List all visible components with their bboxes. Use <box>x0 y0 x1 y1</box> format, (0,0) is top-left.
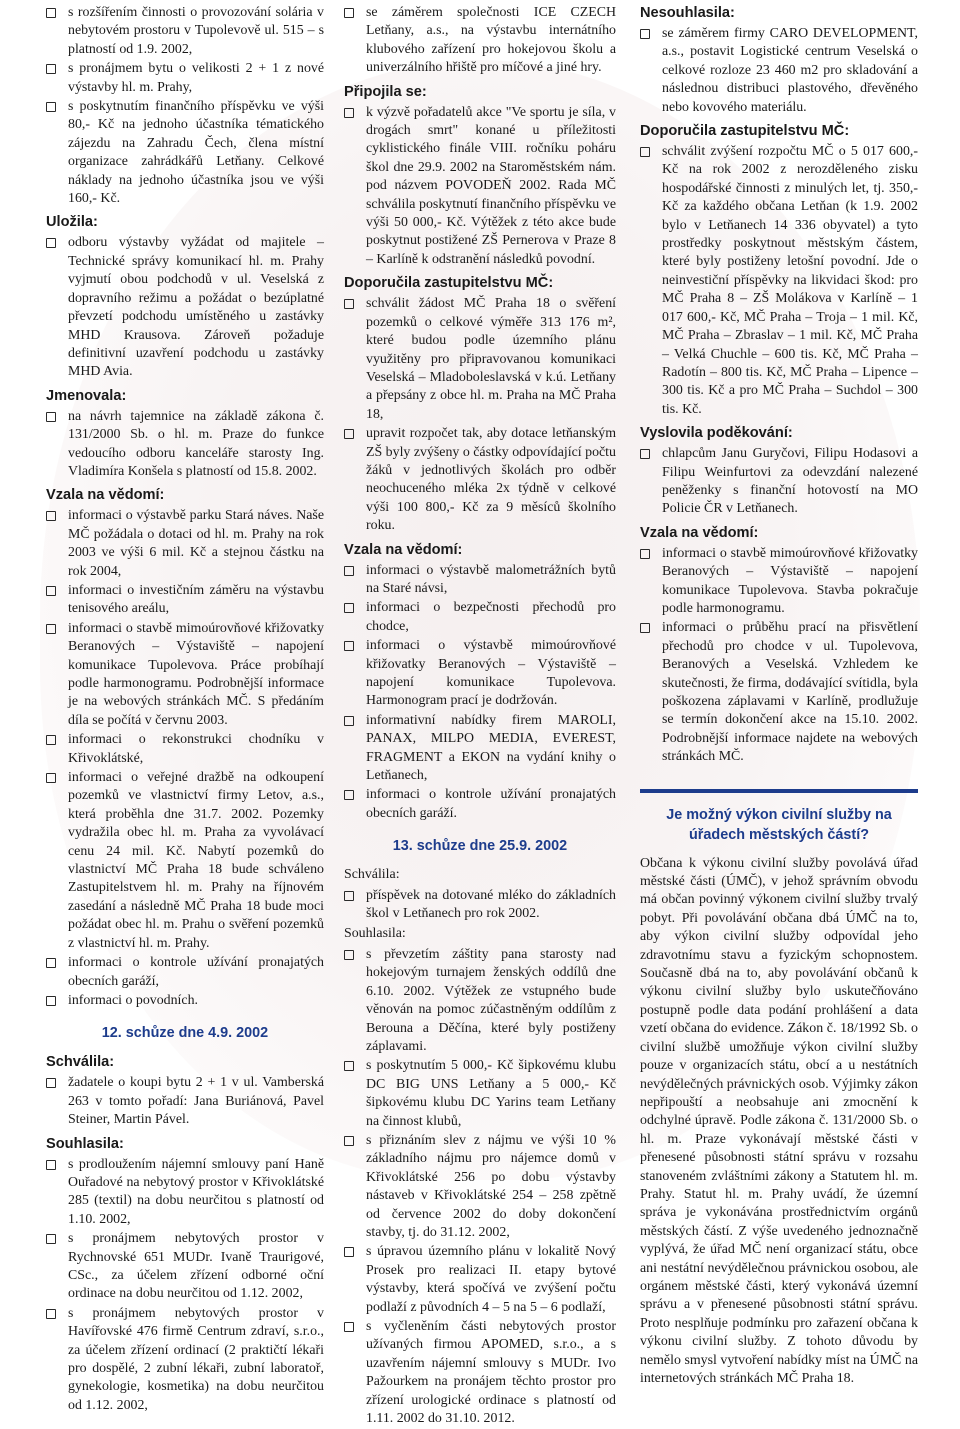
list-item: s převzetím záštity pana starosty nad hokejovým turnajem ženských oddílů dne 6.10. 2002. Výtěžek ze vstupného bude věnován na pomoc zúčastněným oddílům z Berouna a Děčína, které byly postiženy záplavami. <box>344 946 616 1056</box>
list-item: žadatele o koupi bytu 2 + 1 v ul. Vamberská 263 v tomto pořadí: Jana Buriánová, Pavel Steiner, Martin Pável. <box>46 1074 324 1129</box>
list-item: informaci o povodních. <box>46 992 324 1010</box>
list-item: na návrh tajemnice na základě zákona č. 131/2000 Sb. o hl. m. Praze do funkce vedoucího odboru kanceláře starosty Ing. Vladimíra Konšela s platností od 15.8. 2002. <box>46 408 324 482</box>
section-heading: Doporučila zastupitelstvu MČ: <box>344 275 554 292</box>
list-item: informaci o výstavbě mimoúrovňové křižovatky Beranových – Výstaviště – napojení komunikace Tupolevova. Harmonogram prací je dodržován. <box>344 637 616 711</box>
column-2 <box>344 4 616 1429</box>
article-title: Je možný výkon civilní služby na úřadech městských částí? <box>666 806 892 843</box>
section-heading: Vzala na vědomí: <box>46 487 165 504</box>
section-heading: Připojila se: <box>344 83 427 100</box>
list-item: informaci o investičním záměru na výstavbu tenisového areálu, <box>46 582 324 619</box>
section-heading: Schválila: <box>344 867 400 883</box>
meeting-title: 13. schůze dne 25.9. 2002 <box>392 838 568 855</box>
list-item: upravit rozpočet tak, aby dotace letňanským ZŠ byly zvýšeny o částky odpovídající počtu žáků v jednotlivých školách pro odběr neochuceného mléka 2x týdně v celkové výši 100 800,- Kč za 9 měsíců školního roku. <box>344 425 616 535</box>
list-item: schválit zvýšení rozpočtu MČ o 5 017 600,- Kč na rok 2002 z nerozděleného zisku hospodářské činnosti z minulých let, tj. 350,- Kč za každého občana Letňan (k 1.9. 2002 bylo v Letňanech 14 336 obyvatel) a tyto prostředky poskytnout městským částem, které byly postiženy letošní povodní. Jde o neinvestiční příspěvky na likvidaci škod: pro MČ Praha 8 – ZŠ Molákova v Karlíně – 1 017 600,- Kč, MČ Praha – Troja – 1 mil. Kč, MČ Praha – Zbraslav – 1 mil. Kč, MČ Praha – Velká Chuchle – 600 tis. Kč, MČ Praha – Radotín – 800 tis. Kč, MČ Praha – Lipence – 300 tis. Kč a pro MČ Praha – Suchdol – 300 tis. Kč. <box>640 143 918 419</box>
list-item: s pronájmem bytu o velikosti 2 + 1 z nové výstavby hl. m. Prahy, <box>46 60 324 97</box>
article-body: Občana k výkonu civilní služby povolává úřad městské části (ÚMČ), v jehož správním obvodu má občan povinný výkonem civilní služby trvalý pobyt. Při povolávání občana dbá ÚMČ na to, aby výkon civilní služby odpovídal jeho zdravotnímu stavu a fyzickým schopnostem. Současně dbá na to, aby povolávání občanů k výkonu civilní služby bylo uskutečňováno postupně podle data podání prohlášení a data vzetí občana do evidence. Zákon č. 18/1992 Sb. o civilní službě umožňuje výkon civilní služby pouze v organizacích státu, obcí a u nestátních nevýdělečných právnických osob. Výjimky zákon nepřipouští a neobsahuje ani zmocnění k odchylné úpravě. Podle zákona č. 131/2000 Sb. o hl. m. Praze vykonávají městské části v přenesené působnosti státní správu v rozsahu stanoveném zvláštními zákony a Statutem hl. m. Prahy. Statut hl. m. Prahy uvádí, že územní správa je vykonávána prostřednictvím orgánů městských částí. Z výše uvedeného jednoznačně vyplývá, že úřad MČ není organizací státu, obce ani nestátní nevýdělečnou právnickou osobou, ale orgánem městské části, který vykonává územní správu a v přenesené působnosti státní správu. Proto nesplňuje podmínku pro zařazení občana k výkonu civilní služby. Z tohoto důvodu by nemělo smysl vytvoření nabídky míst na ÚMČ na internetových stránkách MČ Praha 18. <box>640 855 918 1386</box>
list-item: příspěvek na dotované mléko do základních škol v Letňanech pro rok 2002. <box>344 887 616 924</box>
list-item: informaci o rekonstrukci chodníku v Křivoklátské, <box>46 731 324 768</box>
section-heading: Nesouhlasila: <box>640 5 735 21</box>
section-heading: Vzala na vědomí: <box>344 541 463 558</box>
section-heading: Souhlasila: <box>46 1135 124 1152</box>
column-1 <box>46 4 324 1416</box>
list-item: s pronájmem nebytových prostor v Havířovské 476 firmě Centrum zdraví, s.r.o., za účelem zřízení ordinací (2 praktičtí lékaři pro dospělé, 2 zubní lékaři, zubní laboratoř, gynekologie, kosmetika) na dobu neurčitou od 1.12. 2002, <box>46 1305 324 1415</box>
list-item: k výzvě pořadatelů akce "Ve sportu je síla, v drogách smrt" konané u příležitosti cyklistického finále VIII. ročníku poháru škol dne 29.9. 2002 na Staroměstském nám. pod názvem POVODEŇ 2002. Rada MČ schválila poskytnutí finančního příspěvku ve výši 50 000,- Kč. Výtěžek z této akce bude poskytnut postižené ZŠ Pernerova v Praze 8 – Karlíně k odstranění následků povodní. <box>344 104 616 270</box>
list-item: s vyčleněním části nebytových prostor užívaných firmou APOMED, s.r.o., a s uzavřením nájemní smlouvy s MUDr. Ivo Pažourkem na pronájem těchto prostor pro zřízení urologické ordinace s platností od 1.11. 2002 do 31.10. 2012. <box>344 1318 616 1428</box>
meeting-title: 12. schůze dne 4.9. 2002 <box>101 1025 269 1042</box>
list-item: informaci o průběhu prací na přisvětlení přechodů pro chodce v ul. Tupolevova, Beranových a Veselská. Vzhledem ke skutečnosti, že firma, dodávající svítidla, byla poškozena záplavami v Karlíně, prodlužuje se termín dokončení akce na 15.10. 2002. Podrobnější informace najdete na webových stránkách MČ. <box>640 619 918 766</box>
divider-bar <box>640 789 918 793</box>
list-item: schválit žádost MČ Praha 18 o svěření pozemků o celkové výměře 313 176 m², které budou podle územního plánu využitěny pro připravovanou komunikaci Veselská – Mladoboleslavská v k.ú. Letňany a přepsány z obce hl. m. Praha na MČ Praha 18, <box>344 295 616 424</box>
list-item: informaci o výstavbě parku Stará náves. Naše MČ požádala o dotaci od hl. m. Prahy na rok 2003 ve výši 6 mil. Kč a stejnou částku na rok 2004, <box>46 507 324 581</box>
list-item: informaci o kontrole užívání pronajatých obecních garáží, <box>46 954 324 991</box>
list-item: s rozšířením činnosti o provozování solária v nebytovém prostoru v Tupolevově ul. 515 – s platností od 1.9. 2002, <box>46 4 324 59</box>
list-item: informaci o kontrole užívání pronajatých obecních garáží. <box>344 786 616 823</box>
list-item: s pronájmem nebytových prostor v Rychnovské 651 MUDr. Ivaně Traurigové, CSc., za účelem zřízení odborné oční ordinace na dobu neurčitou od 1.12. 2002, <box>46 1230 324 1304</box>
section-heading: Schválila: <box>46 1054 115 1071</box>
list-item: informaci o stavbě mimoúrovňové křižovatky Beranových – Výstaviště – napojení komunikace Tupolevova. Práce probíhají podle harmonogramu. Podrobnější informace je na webových stránkách MČ. S předáním díla se počítá v červnu 2003. <box>46 620 324 730</box>
list-item: se záměrem firmy CARO DEVELOPMENT, a.s., postavit Logistické centrum Veselská o celkové rozloze 23 460 m2 pro skladování a následnou distribuci plastového, dřevěného nebo kovového materiálu. <box>640 25 918 117</box>
section-heading: Uložila: <box>46 214 98 231</box>
section-heading: Vzala na vědomí: <box>640 524 759 541</box>
section-heading: Jmenovala: <box>46 387 127 404</box>
list-item: informaci o stavbě mimoúrovňové křižovatky Beranových – Výstaviště – napojení komunikace Tupolevova. Stavba pokračuje podle harmonogramu. <box>640 545 918 619</box>
section-heading: Doporučila zastupitelstvu MČ: <box>640 123 850 140</box>
list-item: se záměrem společnosti ICE CZECH Letňany, a.s., na výstavbu internátního klubového zařízení pro hokejovou školu a univerzálního hřiště pro míčové a jiné hry. <box>344 4 616 78</box>
list-item: s úpravou územního plánu v lokalitě Nový Prosek pro realizaci II. etapy bytové výstavby, která spočívá ve zvýšení počtu podlaží z původních 4 – 5 na 5 – 6 podlaží, <box>344 1243 616 1317</box>
list-item: informaci o výstavbě malometrážních bytů na Staré návsi, <box>344 562 616 599</box>
list-item: s poskytnutím finančního příspěvku ve výši 80,- Kč na jednoho účastníka tématického zájezdu na Zahradu Čech, člena místní organizace zahrádkářů Letňany. Celkové náklady na jednoho účastníka jsou ve výši 160,- Kč. <box>46 98 324 208</box>
list-item: informaci o veřejné dražbě na odkoupení pozemků ve vlastnictví firmy Letov, a.s., která proběhla dne 31.7. 2002. Pozemky vydražila obec hl. m. Praha za vyvolávací cenu 24 mil. Kč. Nabytí pozemků do vlastnictví MČ Praha 18 bude schváleno Zastupitelstvem hl. m. Prahy na říjnovém zasedání a následně MČ Praha 18 bude moci požádat obec hl. m. Prahu o svěření pozemků z vlastnictví hl. m. Prahy. <box>46 769 324 953</box>
list-item: informativní nabídky firem MAROLI, PANAX, MILPO MEDIA, EVEREST, FRAGMENT a EKON na vydání knihy o Letňanech, <box>344 712 616 786</box>
list-item: chlapcům Janu Guryčovi, Filipu Hodasovi a Filipu Weinfurtovi za odevzdání nalezené peněženky s finanční hotovostí na MO Policie ČR v Letňanech. <box>640 445 918 519</box>
list-item: s přiznáním slev z nájmu ve výši 10 % základního nájmu pro nájemce domů v Křivoklátské 256 po dobu výstavby nástaveb v Křivoklátské 254 – 258 zpětně od července 2002 do doby dokončení stavby, tj. do 31.12. 2002, <box>344 1132 616 1242</box>
section-heading: Souhlasila: <box>344 926 406 942</box>
list-item: s prodloužením nájemní smlouvy paní Haně Ouřadové na nebytový prostor v Křivoklátské 285 (textil) na dobu neurčitou s platností od 1.10. 2002, <box>46 1156 324 1230</box>
list-item: informaci o bezpečnosti přechodů pro chodce, <box>344 599 616 636</box>
list-item: s poskytnutím 5 000,- Kč šipkovému klubu DC BIG UNS Letňany a 5 000,- Kč šipkovému klubu DC Yarins team Letňany na činnost klubů, <box>344 1057 616 1131</box>
column-3 <box>640 4 918 1388</box>
list-item: odboru výstavby vyžádat od majitele – Technické správy komunikací hl. m. Prahy vyjmutí obou podchodů v ul. Veselská z dopravního režimu a požádat o bezúplatné převzetí podchodu umístěného u zastávky MHD Krausova. Zároveň požaduje definitivní uzavření podchodu u zastávky MHD Avia. <box>46 234 324 381</box>
section-heading: Vyslovila poděkování: <box>640 425 793 442</box>
